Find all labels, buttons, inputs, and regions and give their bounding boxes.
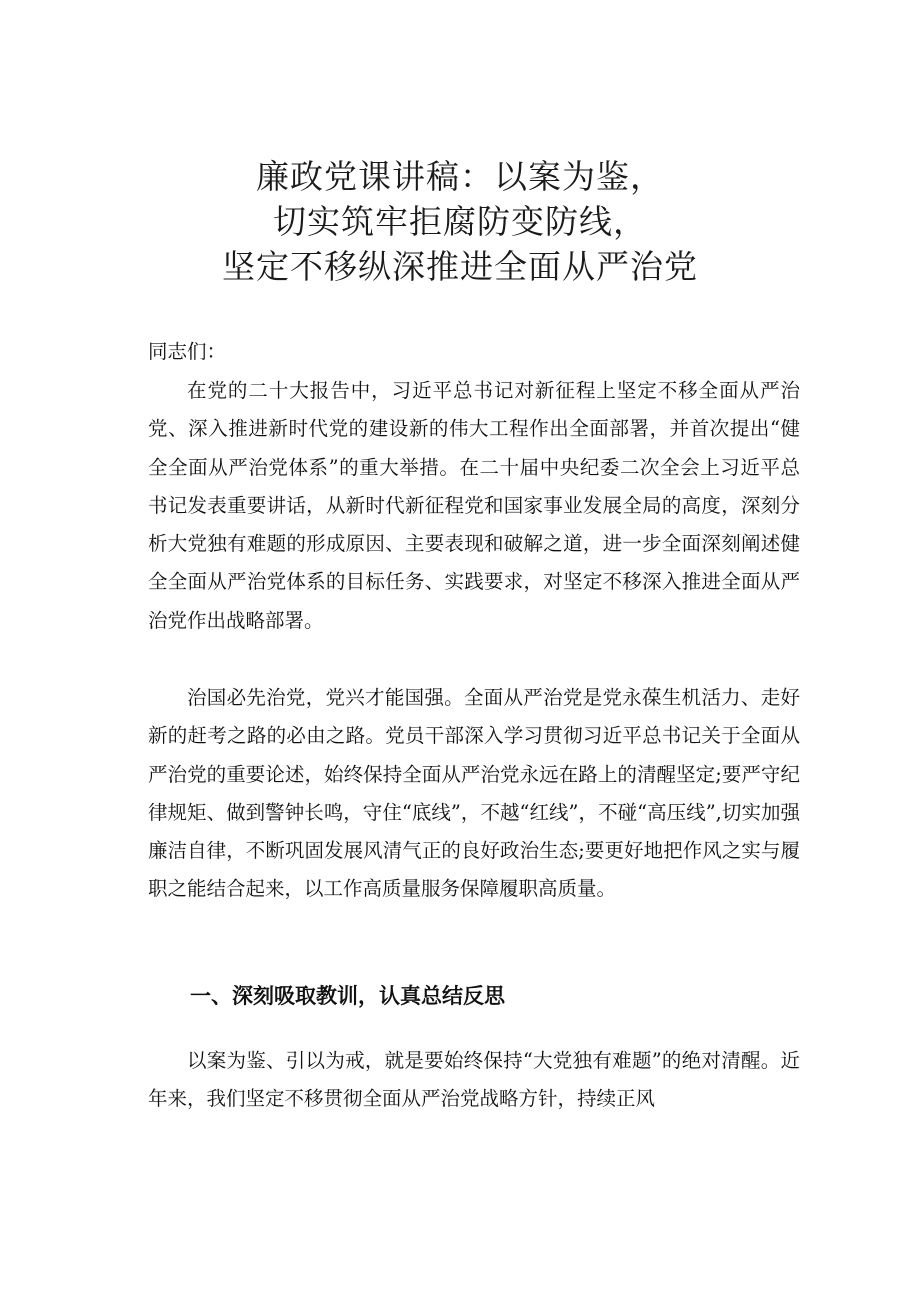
document-title xyxy=(150,154,770,289)
body-paragraph-block-2 xyxy=(148,679,800,909)
body-paragraph-1: 在党的二十大报告中，习近平总书记对新征程上坚定不移全面从严治党、深入推进新时代党的建设新的伟大工程作出全面部署，并首次提出“健全全面从严治党体系”的重大举措。在二十届中央纪委二次全会上习近平总书记发表重要讲话，从新时代新征程党和国家事业发展全局的高度，深刻分析大党独有难题的形成原因、主要表现和破解之道，进一步全面深刻阐述健全全面从严治党体系的目标任务、实践要求，对坚定不移深入推进全面从严治党作出战略部署。 xyxy=(148,379,800,632)
body-paragraph-block-3 xyxy=(148,1042,800,1119)
body-paragraph-block-1 xyxy=(148,372,800,640)
title-line-3: 坚定不移纵深推进全面从严治党 xyxy=(222,247,698,286)
section-1-paragraph: 以案为鉴、引以为戒，就是要始终保持“大党独有难题”的绝对清醒。近年来，我们坚定不移贯彻全面从严治党战略方针，持续正风 xyxy=(148,1049,800,1111)
body-paragraph-2: 治国必先治党，党兴才能国强。全面从严治党是党永葆生机活力、走好新的赶考之路的必由之路。党员干部深入学习贯彻习近平总书记关于全面从严治党的重要论述，始终保持全面从严治党永远在路上的清醒坚定;要严守纪律规矩、做到警钟长鸣，守住“底线”，不越“红线”，不碰“高压线”,切实加强廉洁自律，不断巩固发展风清气正的良好政治生态;要更好地把作风之实与履职之能结合起来，以工作高质量服务保障履职高质量。 xyxy=(148,686,800,901)
title-line-2: 切实筑牢拒腐防变防线， xyxy=(273,202,647,241)
section-heading-1: 一、深刻吸取教训，认真总结反思 xyxy=(190,984,505,1008)
salutation: 同志们： xyxy=(148,340,227,363)
title-line-1: 廉政党课讲稿：以案为鉴， xyxy=(256,157,664,196)
